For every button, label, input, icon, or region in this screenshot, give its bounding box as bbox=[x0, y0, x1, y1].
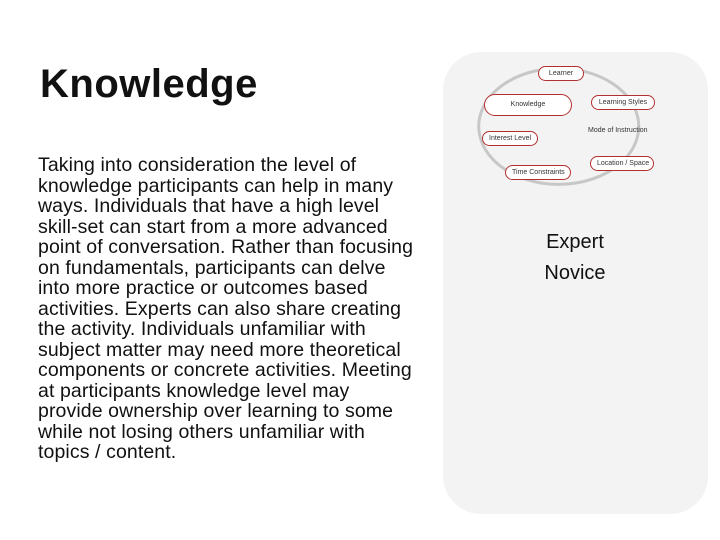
node-time-constraints-label: Time Constraints bbox=[512, 169, 565, 176]
node-learner bbox=[538, 66, 584, 81]
level-expert: Expert bbox=[546, 231, 604, 253]
level-novice: Novice bbox=[544, 262, 606, 284]
node-learning-styles-label: Learning Styles bbox=[598, 99, 648, 106]
node-knowledge-label: Knowledge bbox=[510, 101, 546, 108]
slide-title: Knowledge bbox=[40, 62, 258, 106]
cycle-ring bbox=[443, 52, 708, 252]
node-mode-of-instruction bbox=[588, 127, 648, 134]
node-learning-styles bbox=[591, 95, 655, 110]
node-interest-level-label: Interest Level bbox=[489, 135, 532, 142]
node-interest-level bbox=[482, 131, 538, 146]
node-mode-of-instruction-label: Mode of Instruction bbox=[588, 127, 648, 134]
node-time-constraints bbox=[505, 165, 571, 180]
node-learner-label: Learner bbox=[548, 70, 574, 77]
node-location-space bbox=[590, 156, 654, 171]
slide-body-text: Taking into consideration the level of knowledge participants can help in many ways. Individuals that have a high level skill-set can start from a more advanced point of conversation. Rather than focusing on fundamentals, participants can delve into more practice or outcomes based activities. Experts can also share creating the activity. Individuals unfamiliar with subject matter may need more theoretical components or concrete activities. Meeting at participants knowledge level may provide ownership over learning to some while not losing others unfamiliar with topics / content. bbox=[38, 154, 414, 463]
node-location-space-label: Location / Space bbox=[597, 160, 650, 167]
node-knowledge bbox=[484, 94, 572, 116]
